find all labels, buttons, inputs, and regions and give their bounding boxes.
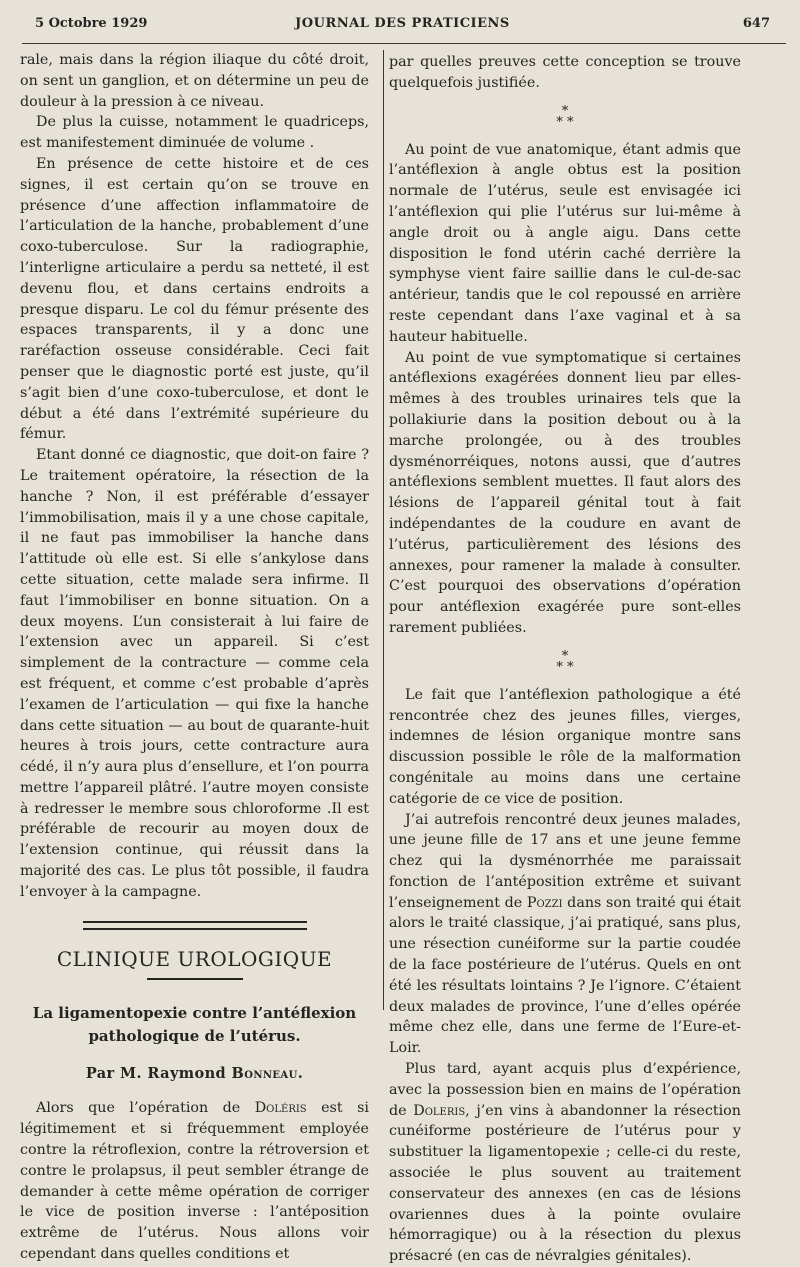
text-run: J’ai autrefois rencontré deux jeunes malades, une jeune fille de 17 ans et une jeune femme chez qui la dysménorrhée me paraissait fonction de l’antéposition extrême et suivant l’enseignement de: [389, 811, 741, 911]
column-divider: [383, 50, 384, 1010]
page-number: 647: [742, 16, 770, 31]
left-column: [20, 50, 369, 1265]
asterism: * * *: [556, 648, 574, 675]
byline: [20, 1064, 369, 1085]
text-run: dans son traité qui était alors le traité classique, j’ai pratiqué, sans plus, une résection cunéiforme sur la partie coudée de la face postérieure de l’utérus. Quels en ont été les résultats lointains ? Je l’ignore. C’étaient deux malades de province, l’une d’elles opérée même chez elle, dans une ferme de l’Eure-et-Loir.: [389, 894, 741, 1057]
paragraph: [20, 1098, 369, 1264]
paragraph: par quelles preuves cette conception se trouve quelquefois justifiée.: [389, 54, 741, 91]
paragraph: rale, mais dans la région iliaque du côté droit, on sent un ganglion, et on détermine un peu de douleur à la pression à ce niveau.: [20, 52, 369, 110]
cited-name: Pozzi: [526, 894, 563, 911]
section-underline: [147, 978, 243, 980]
text-run: Alors que l’opération de: [36, 1100, 255, 1117]
cited-name: Doléris: [254, 1100, 307, 1117]
journal-title: JOURNAL DES PRATICIENS: [295, 16, 510, 31]
text-run: , j’en vins à abandonner la résection cunéiforme postérieure de l’utérus pour y substituer la ligamentopexie ; celle-ci du reste, associée le plus souvent au traitement conservateur des annexes (en cas de lésions ovariennes dues à la pointe ovulaire hémorragique) ou à la résection du plexus présacré (en cas de névralgies génitales).: [389, 1102, 741, 1265]
cited-name: Doleris: [413, 1102, 466, 1119]
asterism: * * *: [556, 103, 574, 130]
issue-date: 5 Octobre 1929: [35, 16, 148, 31]
text-run: est si légitimement et si fréquemment employée contre la rétroflexion, contre la rétroversion et contre le prolapsus, il peut sembler étrange de demander à cette même opération de corriger le vice de position inverse : l’antéposition extrême de l’utérus. Nous allons voir cependant dans quelles conditions et: [20, 1100, 369, 1263]
paragraph: En présence de cette histoire et de ces signes, il est certain qu’on se trouve en présence d’une affection inflammatoire de l’articulation de la hanche, probablement d’une coxo-tuberculose. Sur la radiographie, l’interligne articulaire a perdu sa netteté, il est devenu flou, et dans certains endroits a presque disparu. Le col du fémur présente des espaces transparents, il y a donc une raréfaction osseuse considérable. Ceci fait penser que le diagnostic porté est juste, qu’il s’agit bien d’une coxo-tuberculose, et dont le début a été dans l’extrémité supérieure du fémur.: [20, 155, 369, 443]
paragraph: [389, 1059, 741, 1267]
running-header: [35, 12, 770, 34]
header-rule: [22, 43, 786, 44]
byline-prefix: Par M. Raymond: [85, 1064, 232, 1082]
paragraph: Le fait que l’antéflexion pathologique a été rencontrée chez des jeunes filles, vierges, indemnes de lésion organique montre sans discussion possible le rôle de la malformation congénitale au moins dans une certaine catégorie de ce vice de position.: [389, 686, 741, 807]
author-name: Bonneau.: [231, 1064, 304, 1082]
section-title: CLINIQUE UROLOGIQUE: [56, 946, 333, 971]
right-column: [389, 52, 741, 1267]
section-double-rule: [83, 921, 307, 930]
paragraph: Au point de vue symptomatique si certaines antéflexions exagérées donnent lieu par elles-mêmes à des troubles urinaires tels que la pollakiurie dans la position debout ou à la marche prolongée, ou à des troubles dysménorréiques, notons aussi, que d’autres antéflexions semblent muettes. Il faut alors des lésions de l’appareil génital tout à fait indépendantes de la coudure en avant de l’utérus, particulièrement des lésions des annexes, pour ramener la malade à consulter. C’est pourquoi des observations d’opération pour antéflexion exagérée pure sont-elles rarement publiées.: [389, 349, 741, 636]
paragraph: [389, 810, 741, 1060]
text-run: Plus tard, ayant acquis plus d’expérience, avec la possession bien en mains de l’opération de: [389, 1061, 741, 1119]
paragraph: Etant donné ce diagnostic, que doit-on faire ? Le traitement opératoire, la résection de la hanche ? Non, il est préférable d’essayer l’immobilisation, mais il y a une chose capitale, il ne faut pas immobiliser la hanche dans l’attitude où elle est. Si elle s’ankylose dans cette situation, cette malade sera infirme. Il faut l’immobiliser en bonne situation. On a deux moyens. L’un consisterait à lui faire de l’extension avec un appareil. Si c’est simplement de la contracture — comme cela est fréquent, et comme c’est probable d’après l’examen de l’articulation — qui fixe la hanche dans cette situation — au bout de quarante-huit heures à trois jours, cette contracture aura cédé, il n’y aura plus d’ensellure, et l’on pourra mettre l’appareil plâtré. l’autre moyen consiste à redresser le membre sous chloroforme .Il est préférable de recourir au moyen doux de l’extension continue, qui réussit dans la majorité des cas. Le plus tôt possible, il faudra l’envoyer à la campagne.: [20, 447, 369, 900]
paragraph: Au point de vue anatomique, étant admis que l’antéflexion à angle obtus est la position normale de l’utérus, seule est envisagée ici l’antéflexion qui plie l’utérus sur lui-même à angle droit ou à angle aigu. Dans cette disposition le fond utérin caché derrière la symphyse vient faire saillie dans le cul-de-sac antérieur, tandis que le col repoussé en arrière reste cependant dans l’axe vaginal et à sa hauteur habituelle.: [389, 141, 741, 345]
paragraph: De plus la cuisse, notamment le quadriceps, est manifestement diminuée de volume .: [20, 114, 369, 152]
article-title: La ligamentopexie contre l’antéflexion pathologique de l’utérus.: [32, 1003, 357, 1045]
